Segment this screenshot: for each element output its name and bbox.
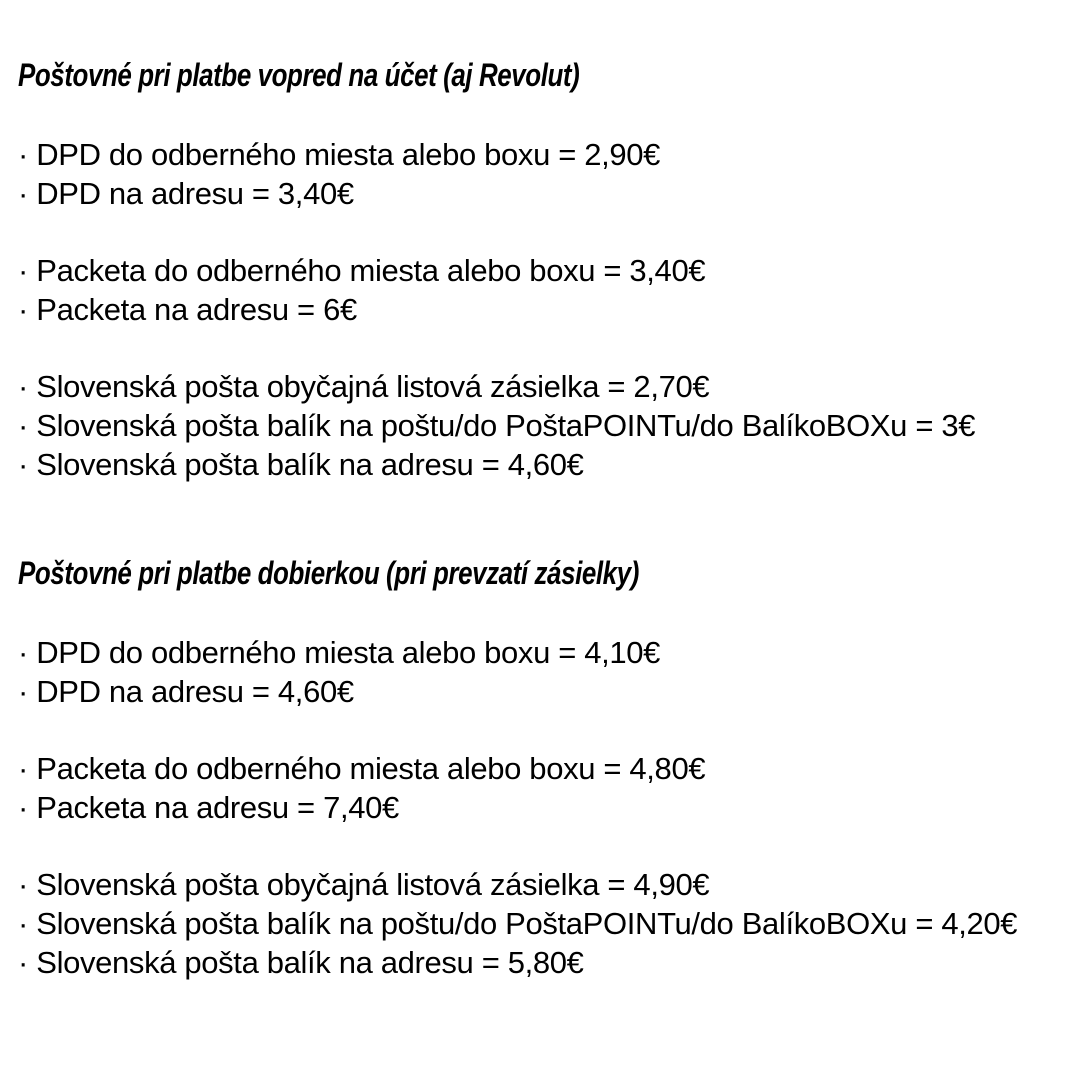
price-line: · DPD do odberného miesta alebo boxu = 4,10€ bbox=[18, 635, 661, 670]
carrier-group-slovenska-posta bbox=[18, 367, 1066, 484]
price-line: · DPD na adresu = 4,60€ bbox=[18, 674, 354, 709]
section-title-prepayment: Poštovné pri platbe vopred na účet (aj Revolut) bbox=[18, 57, 580, 93]
price-line: · Packeta do odberného miesta alebo boxu = 4,80€ bbox=[18, 751, 706, 786]
price-line: · Slovenská pošta balík na poštu/do PoštaPOINTu/do BalíkoBOXu = 4,20€ bbox=[18, 906, 1018, 941]
carrier-group-dpd bbox=[18, 633, 1066, 711]
carrier-group-dpd bbox=[18, 135, 1066, 213]
price-line: · Slovenská pošta obyčajná listová zásielka = 4,90€ bbox=[18, 867, 710, 902]
price-line: · Slovenská pošta balík na poštu/do PoštaPOINTu/do BalíkoBOXu = 3€ bbox=[18, 408, 976, 443]
section-prepayment bbox=[18, 55, 1066, 484]
price-line: · DPD na adresu = 3,40€ bbox=[18, 176, 354, 211]
carrier-group-slovenska-posta bbox=[18, 865, 1066, 982]
carrier-group-packeta bbox=[18, 251, 1066, 329]
price-line: · Slovenská pošta obyčajná listová zásielka = 2,70€ bbox=[18, 369, 710, 404]
price-line: · Packeta na adresu = 6€ bbox=[18, 292, 357, 327]
price-line: · Packeta na adresu = 7,40€ bbox=[18, 790, 399, 825]
price-line: · Packeta do odberného miesta alebo boxu = 3,40€ bbox=[18, 253, 706, 288]
price-line: · DPD do odberného miesta alebo boxu = 2,90€ bbox=[18, 137, 661, 172]
price-line: · Slovenská pošta balík na adresu = 4,60€ bbox=[18, 447, 584, 482]
carrier-group-packeta bbox=[18, 749, 1066, 827]
price-line: · Slovenská pošta balík na adresu = 5,80€ bbox=[18, 945, 584, 980]
section-cash-on-delivery bbox=[18, 553, 1066, 982]
section-title-cash-on-delivery: Poštovné pri platbe dobierkou (pri prevzatí zásielky) bbox=[18, 555, 639, 591]
